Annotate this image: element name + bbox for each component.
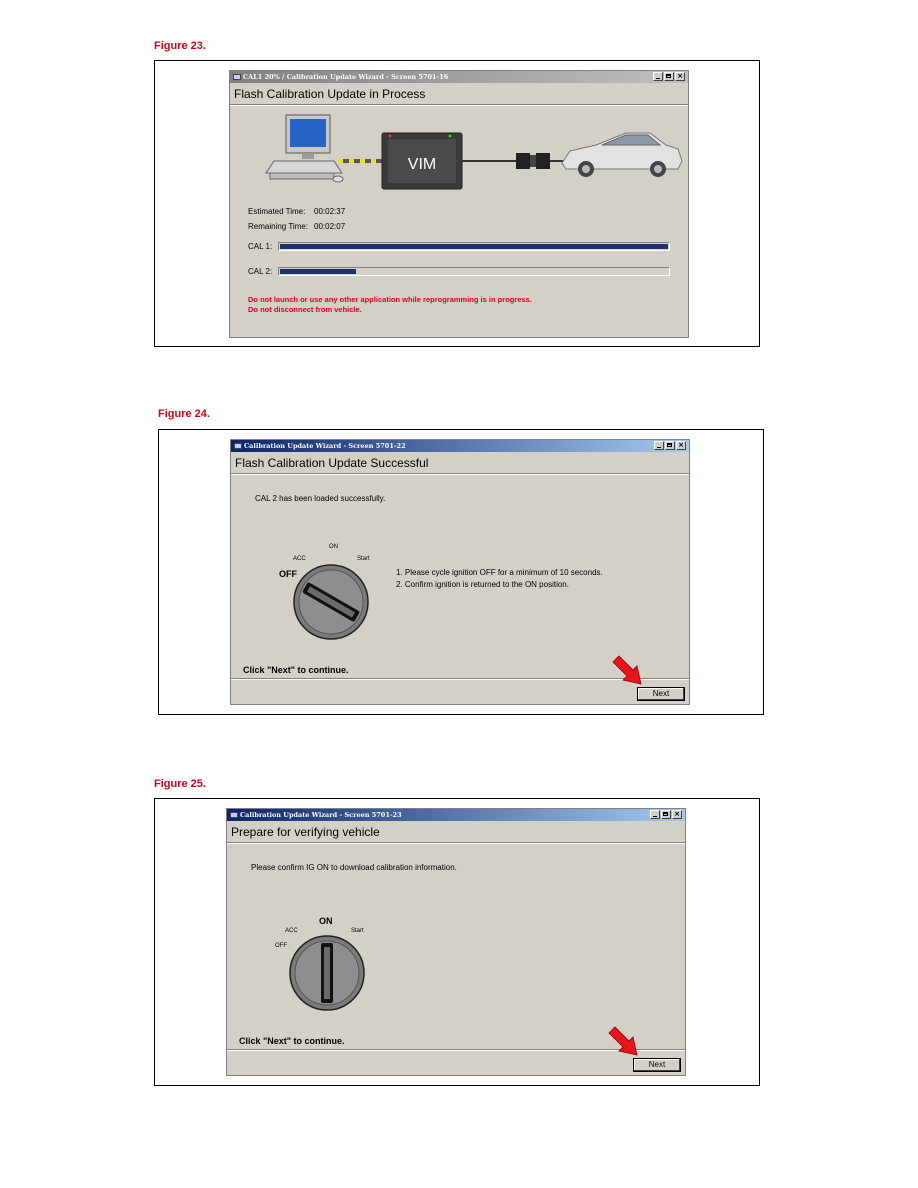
cal2-progress-bar	[278, 267, 670, 276]
ignition-off-label: OFF	[279, 569, 297, 579]
instruction-1: 1. Please cycle ignition OFF for a minimum of 10 seconds.	[396, 568, 603, 577]
figure-23-label: Figure 23.	[154, 40, 206, 52]
car-icon	[562, 133, 682, 177]
figure-24-frame	[158, 429, 764, 715]
page-title: Flash Calibration Update in Process	[230, 83, 688, 105]
prepare-window	[226, 808, 686, 1076]
next-button[interactable]: Next	[637, 687, 685, 701]
ignition-key-icon	[291, 562, 371, 642]
vim-label: VIM	[407, 156, 437, 173]
ignition-acc-label: ACC	[293, 556, 306, 562]
figure-23-frame	[154, 60, 760, 347]
ignition-start-label: Start	[357, 556, 370, 562]
figure-25-frame	[154, 798, 760, 1086]
red-arrow-icon	[607, 1025, 641, 1059]
cal2-label: CAL 2:	[248, 267, 273, 276]
ignition-off-label: OFF	[275, 943, 287, 949]
maximize-icon[interactable]	[661, 810, 671, 819]
ignition-on-label: ON	[329, 544, 338, 550]
ignition-acc-label: ACC	[285, 928, 298, 934]
cal1-label: CAL 1:	[248, 242, 273, 251]
success-message: CAL 2 has been loaded successfully.	[255, 494, 386, 503]
page-title: Prepare for verifying vehicle	[227, 821, 685, 843]
minimize-icon[interactable]	[654, 441, 664, 450]
connector-icon	[516, 153, 550, 169]
red-arrow-icon	[611, 654, 645, 688]
app-icon	[234, 443, 242, 449]
window-title: Calibration Update Wizard - Screen 5701-23	[240, 811, 402, 819]
computer-icon	[266, 115, 343, 182]
figure-25-label: Figure 25.	[154, 778, 206, 790]
cal1-progress-bar	[278, 242, 670, 251]
window-titlebar	[231, 440, 689, 452]
window-title: Calibration Update Wizard - Screen 5701-22	[244, 442, 406, 450]
warning-text-2: Do not disconnect from vehicle.	[248, 305, 362, 314]
confirm-message: Please confirm IG ON to download calibration information.	[251, 863, 457, 872]
close-icon[interactable]: ×	[676, 441, 686, 450]
window-titlebar	[230, 71, 688, 83]
app-icon	[230, 812, 238, 818]
estimated-time-value: 00:02:37	[314, 207, 346, 216]
estimated-time-label: Estimated Time:	[248, 207, 306, 216]
success-window	[230, 439, 690, 705]
continue-text: Click "Next" to continue.	[243, 665, 349, 675]
window-titlebar	[227, 809, 685, 821]
progress-window	[229, 70, 689, 338]
warning-text-1: Do not launch or use any other application while reprogramming is in progress.	[248, 295, 532, 304]
close-icon[interactable]: ×	[675, 72, 685, 81]
page-title: Flash Calibration Update Successful	[231, 452, 689, 474]
remaining-time-label: Remaining Time:	[248, 222, 309, 231]
vim-device-icon	[382, 133, 462, 189]
close-icon[interactable]: ×	[672, 810, 682, 819]
maximize-icon[interactable]	[664, 72, 674, 81]
connection-diagram	[230, 111, 689, 191]
cal1-progress-fill	[280, 244, 668, 249]
ignition-key-icon	[287, 933, 367, 1013]
ignition-on-label: ON	[319, 916, 333, 926]
continue-text: Click "Next" to continue.	[239, 1036, 345, 1046]
minimize-icon[interactable]	[653, 72, 663, 81]
cal2-progress-fill	[280, 269, 356, 274]
minimize-icon[interactable]	[650, 810, 660, 819]
maximize-icon[interactable]	[665, 441, 675, 450]
remaining-time-value: 00:02:07	[314, 222, 346, 231]
app-icon	[233, 74, 241, 80]
ignition-start-label: Start	[351, 928, 364, 934]
figure-24-label: Figure 24.	[158, 408, 210, 420]
window-title: CAL1 20% / Calibration Update Wizard - Screen 5701-16	[243, 73, 449, 81]
instruction-2: 2. Confirm ignition is returned to the ON position.	[396, 580, 569, 589]
next-button[interactable]: Next	[633, 1058, 681, 1072]
